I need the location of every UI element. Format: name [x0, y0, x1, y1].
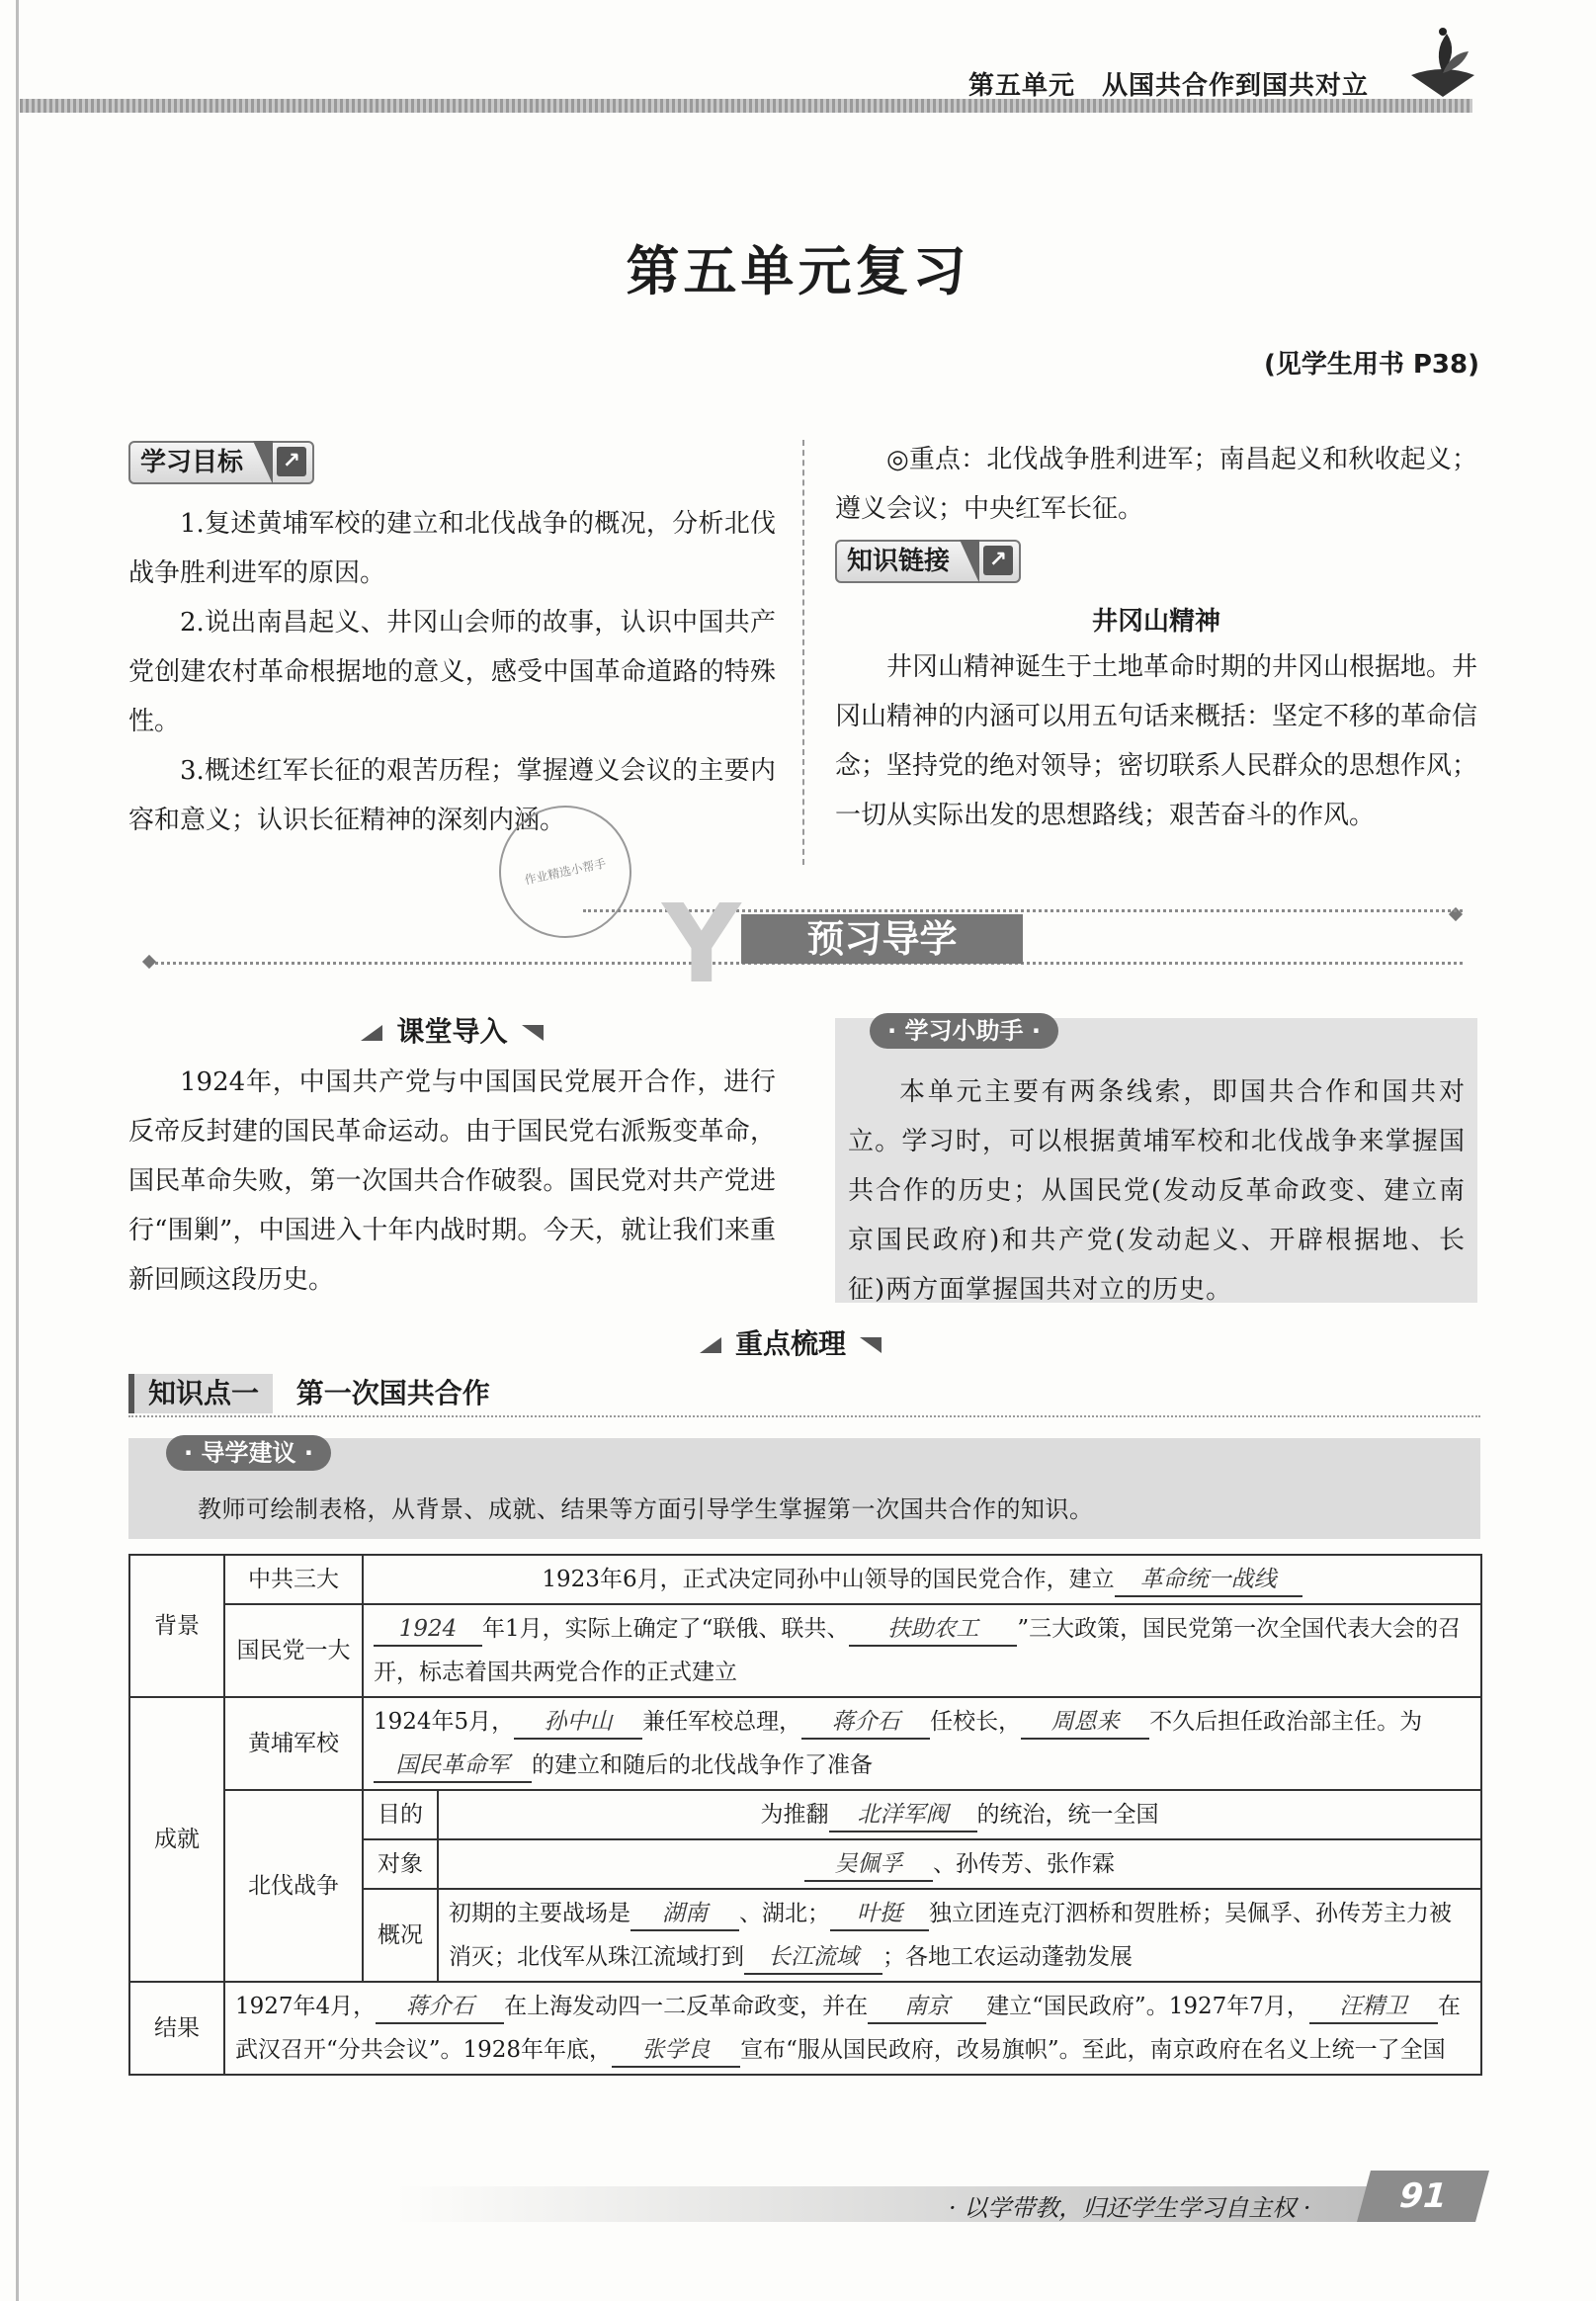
banner-title: 预习导学	[741, 914, 1023, 964]
row-label-achievements: 成就	[129, 1697, 224, 1982]
page-title: 第五单元复习	[626, 240, 970, 302]
arrow-out-icon: ↗	[983, 546, 1013, 575]
cell-content: 1924年5月， 孙中山 兼任军校总理， 蒋介石 任校长， 周恩来 不久后担任政治部主任。为国民革命军 的建立和随后的北伐战争作了准备	[363, 1697, 1481, 1790]
heading-triangle-left	[700, 1337, 721, 1353]
cell-content: 初期的主要战场是 湖南 、湖北； 叶挺 独立团连克汀泗桥和贺胜桥；吴佩孚、孙传芳主力被消灭；北伐军从珠江流域打到 长江流域 ；各地工农运动蓬勃发展	[438, 1889, 1481, 1982]
cell-label: 中共三大	[224, 1555, 363, 1604]
knowledge-point-heading	[128, 1374, 490, 1413]
answer-blank: 北洋军阀	[829, 1799, 977, 1832]
cell-content: 为推翻 北洋军阀 的统治，统一全国	[438, 1790, 1481, 1839]
tag-slant-decor	[253, 441, 273, 484]
first-cooperation-table	[128, 1554, 1482, 2076]
answer-blank: 蒋介石	[801, 1706, 930, 1740]
answer-blank: 国民革命军	[374, 1749, 532, 1783]
intro-heading-label: 课堂导入	[396, 1015, 508, 1048]
table-row	[129, 1982, 1481, 2075]
kp-label: 知识点一	[128, 1374, 273, 1413]
answer-blank: 吴佩孚	[804, 1848, 933, 1882]
cell-label: 黄埔军校	[224, 1697, 363, 1790]
cell-label: 北伐战争	[224, 1790, 363, 1982]
answer-blank: 周恩来	[1021, 1706, 1149, 1740]
cell-label: 国民党一大	[224, 1604, 363, 1697]
book-sprout-logo-icon	[1403, 24, 1482, 103]
tag-slant-decor	[960, 540, 979, 583]
footer-motto: · 以学带教，归还学生学习自主权 ·	[949, 2194, 1311, 2222]
goal-item-2: 2.说出南昌起义、井冈山会师的故事，认识中国共产党创建农村革命根据地的意义，感受中国革命道路的特殊性。	[128, 608, 776, 736]
answer-blank: 张学良	[612, 2034, 740, 2068]
row-label-background: 背景	[129, 1555, 224, 1697]
helper-text: 本单元主要有两条线索，即国共合作和国共对立。学习时，可以根据黄埔军校和北伐战争来掌握国共合作的历史；从国民党(发动反革命政变、建立南京国民政府)和共产党(发动起义、开辟根据地、长征)两方面掌握国共对立的历史。	[848, 1077, 1466, 1305]
arrow-out-icon: ↗	[277, 447, 306, 476]
answer-blank: 叶挺	[830, 1898, 929, 1931]
link-tag	[835, 540, 1021, 583]
goal-item-1: 1.复述黄埔军校的建立和北伐战争的概况，分析北伐战争胜利进军的原因。	[128, 509, 776, 588]
link-text: 井冈山精神诞生于土地革命时期的井冈山根据地。井冈山精神的内涵可以用五句话来概括：坚定不移的革命信念；坚持党的绝对领导；密切联系人民群众的思想作风；一切从实际出发的思想路线；艰苦奋斗的作风。	[835, 652, 1478, 830]
column-divider	[802, 440, 804, 865]
goals-tag	[128, 441, 314, 484]
link-title: 井冈山精神	[1091, 607, 1220, 637]
table-row	[129, 1790, 1481, 1839]
guide-pill: · 导学建议 ·	[166, 1435, 331, 1471]
answer-blank: 湖南	[630, 1898, 739, 1931]
kp-title: 第一次国共合作	[295, 1377, 490, 1409]
row-label-result: 结果	[129, 1982, 224, 2075]
helper-pill: · 学习小助手 ·	[870, 1013, 1058, 1049]
review-heading	[593, 1322, 988, 1362]
goals-tag-label: 学习目标	[140, 448, 244, 477]
heading-triangle-right	[860, 1337, 882, 1353]
link-tag-label: 知识链接	[847, 547, 951, 576]
cell-sublabel: 概况	[363, 1889, 438, 1982]
answer-blank: 孙中山	[514, 1706, 642, 1740]
unit-header-title: 第五单元 从国共合作到国共对立	[967, 71, 1369, 101]
page-number: 91	[1357, 2171, 1489, 2222]
heading-triangle-right	[522, 1025, 544, 1041]
answer-blank: 南京	[868, 1991, 986, 2024]
cell-content: 吴佩孚 、孙传芳、张作霖	[438, 1839, 1481, 1889]
cell-content: 1923年6月，正式决定同孙中山领导的国民党合作，建立 革命统一战线	[363, 1555, 1481, 1604]
watermark-stamp: 作业精选小帮手	[487, 794, 644, 951]
banner-letter: Y	[662, 881, 741, 1007]
answer-blank: 扶助农工	[849, 1613, 1017, 1647]
cell-content: 1924 年1月，实际上确定了“联俄、联共、 扶助农工 ”三大政策，国民党第一次全国代表大会的召开，标志着国共两党合作的正式建立	[363, 1604, 1481, 1697]
cell-content: 1927年4月， 蒋介石 在上海发动四一二反革命政变，并在 南京 建立“国民政府”。1927年7月， 汪精卫 在武汉召开“分共会议”。1928年年底， 张学良 宣布“服从国民政府，改易旗帜”。至此，南京政府在名义上统一了全国	[224, 1982, 1481, 2075]
answer-blank: 蒋介石	[376, 1991, 504, 2024]
table-row	[129, 1604, 1481, 1697]
answer-blank: 革命统一战线	[1115, 1564, 1302, 1597]
guide-text: 教师可绘制表格，从背景、成就、结果等方面引导学生掌握第一次国共合作的知识。	[198, 1495, 1094, 1523]
key-points-text: ◎重点：北伐战争胜利进军；南昌起义和秋收起义；遵义会议；中央红军长征。	[835, 445, 1477, 524]
review-heading-label: 重点梳理	[734, 1327, 846, 1360]
page-edge-rule	[16, 0, 19, 2301]
table-row	[129, 1555, 1481, 1604]
table-row	[129, 1697, 1481, 1790]
cell-sublabel: 对象	[363, 1839, 438, 1889]
intro-heading	[128, 1010, 776, 1050]
answer-blank: 1924	[374, 1613, 482, 1647]
cell-sublabel: 目的	[363, 1790, 438, 1839]
answer-blank: 汪精卫	[1309, 1991, 1438, 2024]
reference-note: (见学生用书 P38)	[1263, 350, 1479, 380]
kp-dotted-rule	[128, 1415, 1480, 1417]
heading-triangle-left	[361, 1025, 382, 1041]
banner-diamond-left	[142, 955, 156, 969]
intro-text: 1924年，中国共产党与中国国民党展开合作，进行反帝反封建的国民革命运动。由于国民党右派叛变革命，国民革命失败，第一次国共合作破裂。国民党对共产党进行“围剿”，中国进入十年内战时期。今天，就让我们来重新回顾这段历史。	[128, 1067, 776, 1295]
answer-blank: 长江流域	[744, 1941, 882, 1975]
goal-item-3: 3.概述红军长征的艰苦历程；掌握遵义会议的主要内容和意义；认识长征精神的深刻内涵。	[128, 756, 776, 835]
